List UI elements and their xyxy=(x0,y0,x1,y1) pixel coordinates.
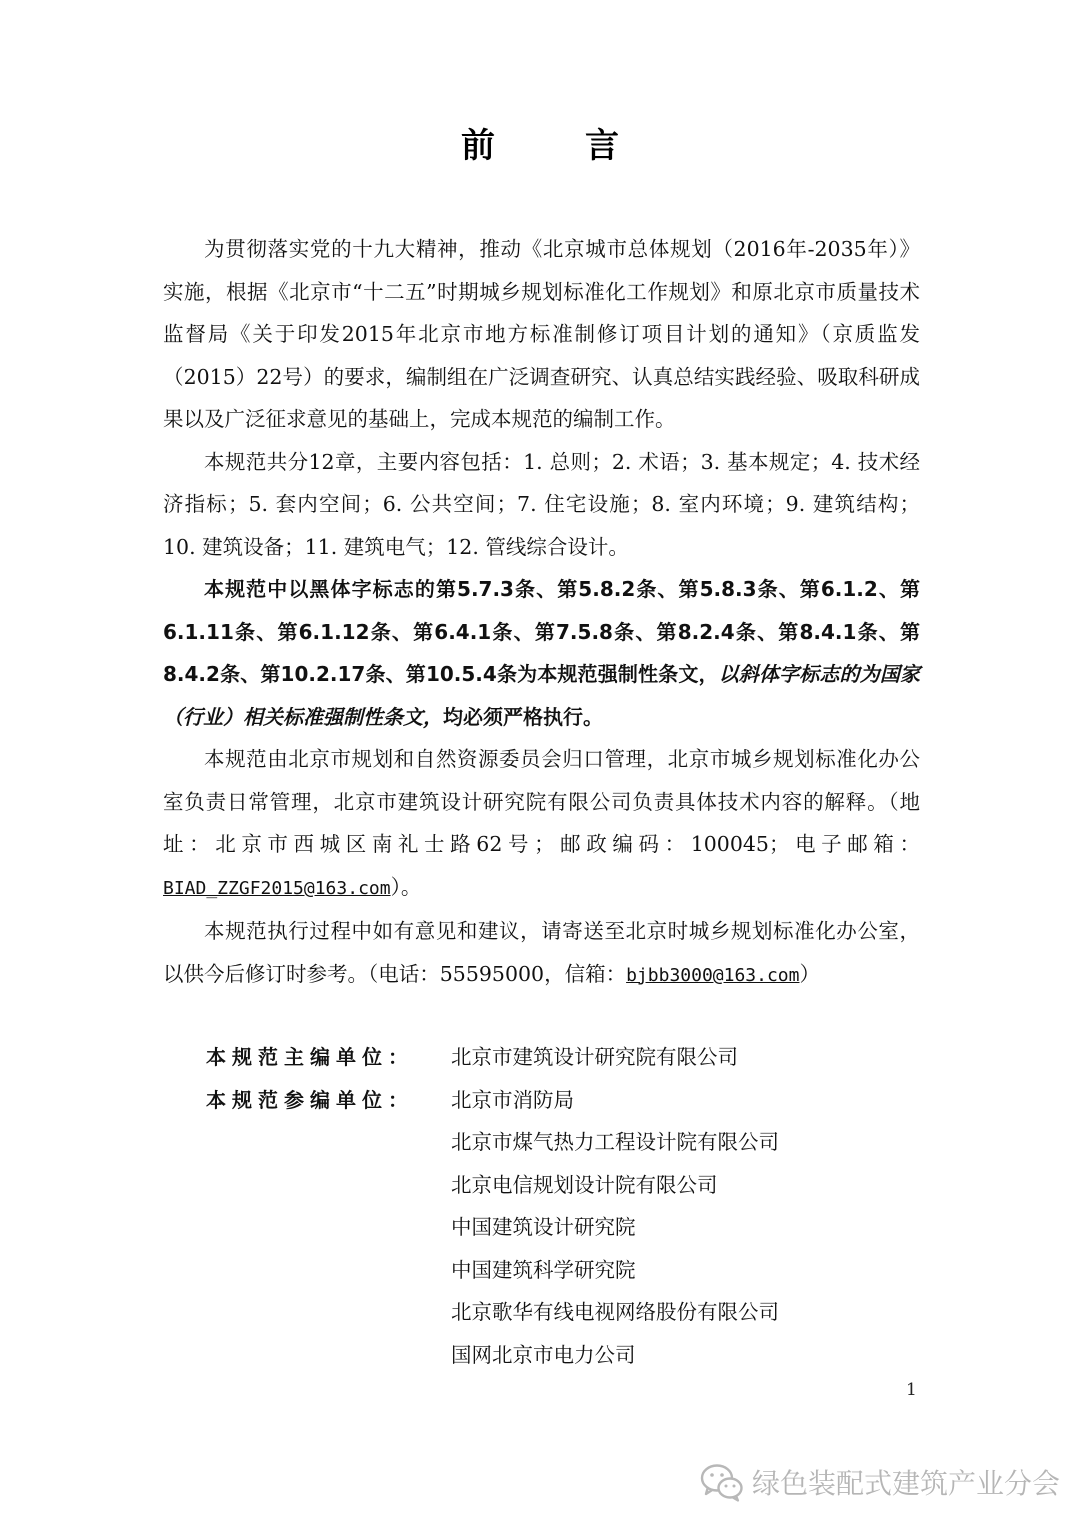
paragraph-mandatory xyxy=(163,568,920,738)
participant-unit-item: 北京歌华有线电视网络股份有限公司 xyxy=(451,1300,779,1324)
participant-unit-row xyxy=(206,1334,779,1377)
participant-unit-row xyxy=(206,1291,779,1334)
page-title: 前 言 xyxy=(461,126,647,166)
feedback-text: 本规范执行过程中如有意见和建议，请寄送至北京时城乡规划标准化办公室，以供今后修订时参考。（电话：55595000，信箱： xyxy=(163,919,920,986)
paragraph-management xyxy=(163,738,920,910)
paragraph-feedback xyxy=(163,910,920,997)
management-email-link[interactable]: BIAD_ZZGF2015@163.com xyxy=(163,877,391,899)
participant-unit-row xyxy=(206,1249,779,1292)
participant-unit-item: 北京市煤气热力工程设计院有限公司 xyxy=(451,1130,779,1154)
feedback-tail: ） xyxy=(799,961,820,986)
compiling-units xyxy=(206,1036,779,1376)
participant-unit-item: 中国建筑设计研究院 xyxy=(451,1215,636,1239)
participant-unit-row xyxy=(206,1164,779,1207)
chief-unit-value: 北京市建筑设计研究院有限公司 xyxy=(451,1045,738,1069)
preface-body xyxy=(163,228,920,997)
chief-unit-label: 本规范主编单位： xyxy=(206,1045,414,1069)
participant-unit-item: 北京市消防局 xyxy=(451,1087,574,1112)
participant-unit-item: 国网北京市电力公司 xyxy=(451,1342,636,1367)
page-number: 1 xyxy=(906,1380,917,1400)
participant-unit-item: 北京电信规划设计院有限公司 xyxy=(451,1172,718,1197)
paragraph-purpose: 为贯彻落实党的十九大精神，推动《北京城市总体规划（2016年-2035年）》实施，根据《北京市“十二五”时期城乡规划标准化工作规划》和原北京市质量技术监督局《关于印发2015年北京市地方标准制修订项目计划的通知》（京质监发（2015）22号）的要求，编制组在广泛调查研究、认真总结实践经验、吸取科研成果以及广泛征求意见的基础上，完成本规范的编制工作。 xyxy=(163,237,920,431)
management-tail: ）。 xyxy=(390,874,422,899)
participant-unit-row xyxy=(206,1206,779,1249)
management-text: 本规范由北京市规划和自然资源委员会归口管理，北京市城乡规划标准化办公室负责日常管理，北京市建筑设计研究院有限公司负责具体技术内容的解释。（地址：北京市西城区南礼士路62号；邮政编码：100045；电子邮箱： xyxy=(163,747,920,856)
watermark-text: 绿色装配式建筑产业分会 xyxy=(752,1467,1061,1500)
mandatory-italic-text: 以斜体字标志的为国家（行业）相关标准强制性条文， xyxy=(163,662,921,729)
participant-unit-row xyxy=(206,1079,779,1122)
mandatory-bold-text: 本规范中以黑体字标志的第5.7.3条、第5.8.2条、第5.8.3条、第6.1.2、第6.1.11条、第6.1.12条、第6.4.1条、第7.5.8条、第8.2.4条、第8.4.1条、第8.4.2条、第10.2.17条、第10.5.4条为本规范强制性条文， xyxy=(163,577,920,686)
participant-unit-label: 本规范参编单位： xyxy=(206,1087,414,1112)
chief-unit-row xyxy=(206,1036,779,1079)
mandatory-tail-text: 均必须严格执行。 xyxy=(443,704,603,729)
watermark xyxy=(700,1457,1060,1507)
participant-unit-row xyxy=(206,1121,779,1164)
wechat-icon xyxy=(700,1462,744,1502)
participant-unit-item: 中国建筑科学研究院 xyxy=(451,1257,636,1282)
feedback-email-link[interactable]: bjbb3000@163.com xyxy=(626,964,800,986)
paragraph-contents: 本规范共分12章，主要内容包括：1. 总则；2. 术语；3. 基本规定；4. 技术经济指标；5. 套内空间；6. 公共空间；7. 住宅设施；8. 室内环境；9. 建筑结构；10. 建筑设备；11. 建筑电气；12. 管线综合设计。 xyxy=(163,449,920,559)
